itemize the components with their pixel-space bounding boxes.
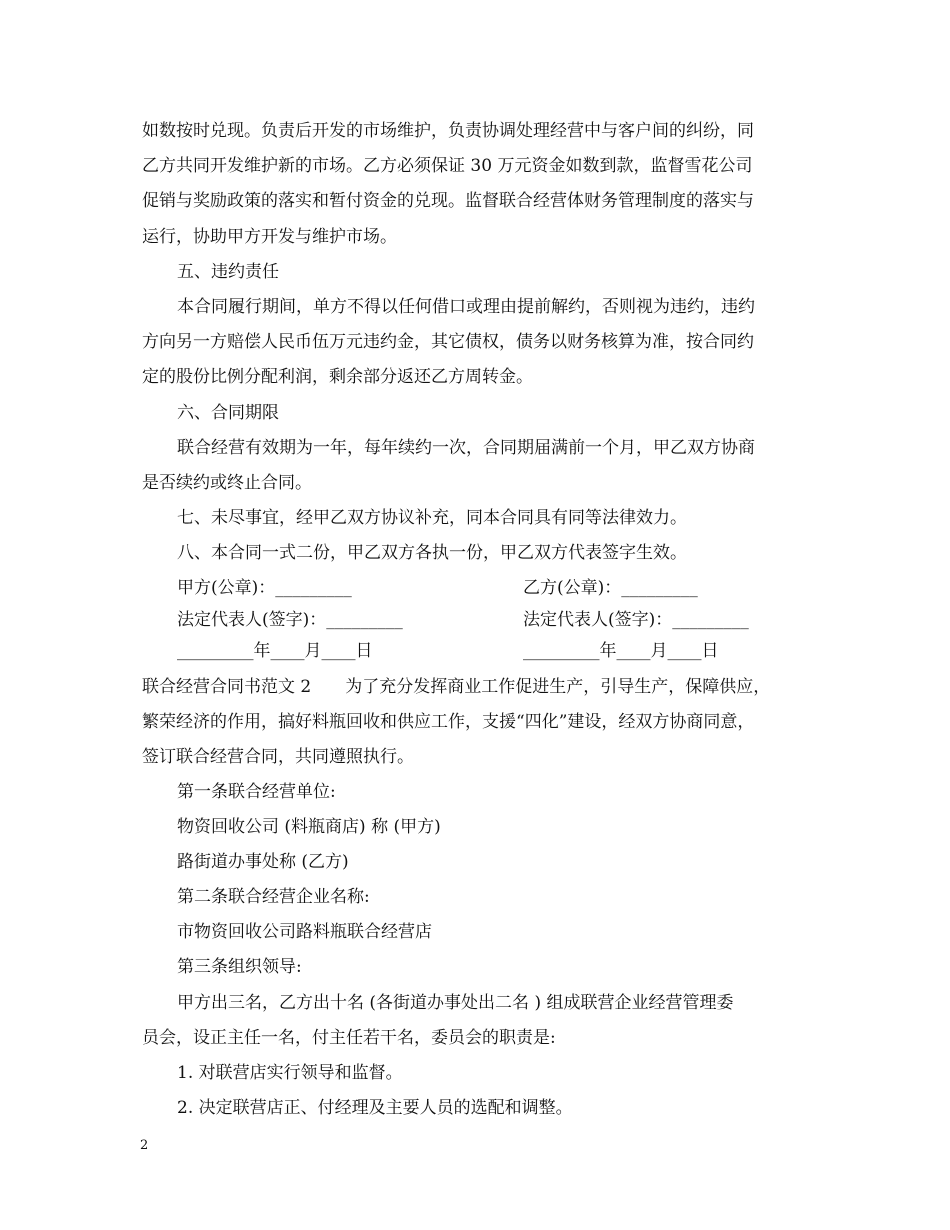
article-heading: 第三条组织领导: [177, 957, 302, 977]
body-line: 定的股份比例分配利润，剩余部分返还乙方周转金。 [142, 367, 533, 387]
section-heading: 六、合同期限 [177, 403, 279, 423]
signature-date-b: _________年____月____日 [523, 641, 719, 661]
list-item: 2. 决定联营店正、付经理及主要人员的选配和调整。 [177, 1098, 573, 1118]
signature-rep-a: 法定代表人(签字)：_________ [177, 610, 403, 630]
body-line: 繁荣经济的作用，搞好料瓶回收和供应工作，支援“四化”建设，经双方协商同意， [142, 712, 755, 732]
body-line: 促销与奖励政策的落实和暂付资金的兑现。监督联合经营体财务管理制度的落实与 [142, 191, 754, 211]
body-line: 物资回收公司 (料瓶商店) 称 (甲方) [177, 817, 441, 837]
signature-date-a: _________年____月____日 [177, 641, 373, 661]
body-line: 本合同履行期间，单方不得以任何借口或理由提前解约，否则视为违约，违约 [177, 297, 755, 317]
signature-rep-b: 法定代表人(签字)：_________ [523, 610, 749, 630]
signature-party-b: 乙方(公章)：_________ [523, 578, 698, 598]
body-line: 乙方共同开发维护新的市场。乙方必须保证 30 万元资金如数到款，监督雪花公司 [142, 156, 753, 176]
body-line: 方向另一方赔偿人民币伍万元违约金，其它债权，债务以财务核算为准，按合同约 [142, 332, 754, 352]
body-line: 是否续约或终止合同。 [142, 473, 312, 493]
signature-party-a: 甲方(公章)：_________ [177, 578, 352, 598]
body-line: 甲方出三名，乙方出十名 (各街道办事处出二名 ) 组成联营企业经营管理委 [177, 993, 734, 1013]
body-line: 路街道办事处称 (乙方) [177, 852, 349, 872]
body-line: 运行，协助甲方开发与维护市场。 [142, 227, 397, 247]
body-line: 联合经营合同书范文 2 为了充分发挥商业工作促进生产，引导生产，保障供应， [142, 677, 771, 697]
body-line: 签订联合经营合同，共同遵照执行。 [142, 747, 414, 767]
list-item: 1. 对联营店实行领导和监督。 [177, 1063, 403, 1083]
section-heading: 八、本合同一式二份，甲乙双方各执一份，甲乙双方代表签字生效。 [177, 543, 687, 563]
body-line: 员会，设正主任一名，付主任若干名，委员会的职责是: [142, 1028, 556, 1048]
page-number: 2 [140, 1138, 149, 1153]
section-heading: 五、违约责任 [177, 262, 279, 282]
body-line: 如数按时兑现。负责后开发的市场维护，负责协调处理经营中与客户间的纠纷，同 [142, 121, 754, 141]
body-line: 市物资回收公司路料瓶联合经营店 [177, 922, 432, 942]
body-line: 联合经营有效期为一年，每年续约一次，合同期届满前一个月，甲乙双方协商 [177, 438, 755, 458]
article-heading: 第一条联合经营单位: [177, 782, 336, 802]
section-heading: 七、未尽事宜，经甲乙双方协议补充，同本合同具有同等法律效力。 [177, 508, 687, 528]
article-heading: 第二条联合经营企业名称: [177, 887, 370, 907]
